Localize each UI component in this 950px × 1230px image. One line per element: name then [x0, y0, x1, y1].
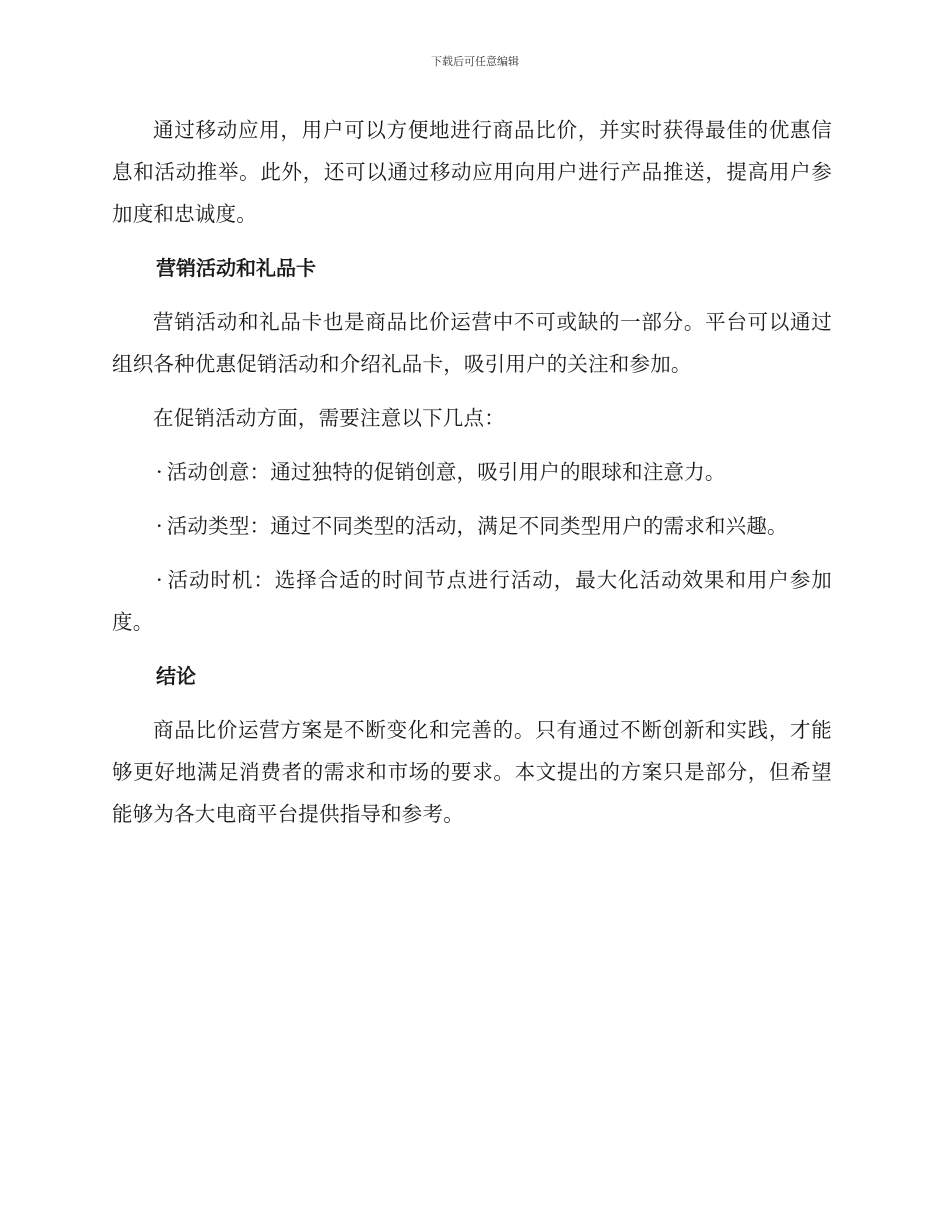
bullet-item-creativity: [112, 451, 832, 493]
paragraph-promotion-points: 在促销活动方面，需要注意以下几点：: [153, 406, 505, 430]
bullet-text: 活动时机：选择合适的时间节点进行活动，最大化活动效果和用户参加度。: [112, 568, 832, 634]
bullet-text: 活动创意：通过独特的促销创意，吸引用户的眼球和注意力。: [166, 460, 726, 484]
bullet-item-type: [112, 505, 832, 547]
bullet-mark: ·: [156, 460, 163, 484]
paragraph-conclusion: 商品比价运营方案是不断变化和完善的。只有通过不断创新和实践，才能够更好地满足消费者的需求和市场的要求。本文提出的方案只是部分，但希望能够为各大电商平台提供指导和参考。: [112, 718, 832, 826]
section-heading-conclusion: 结论: [156, 664, 196, 688]
bullet-text: 活动类型：通过不同类型的活动，满足不同类型用户的需求和兴趣。: [166, 514, 788, 538]
bullet-mark: ·: [156, 514, 163, 538]
paragraph-marketing-intro: 营销活动和礼品卡也是商品比价运营中不可或缺的一部分。平台可以通过组织各种优惠促销活动和介绍礼品卡，吸引用户的关注和参加。: [112, 310, 832, 376]
section-heading-marketing: 营销活动和礼品卡: [156, 256, 316, 280]
bullet-mark: ·: [156, 568, 163, 592]
bullet-item-timing: [112, 559, 832, 643]
paragraph-mobile-app: 通过移动应用，用户可以方便地进行商品比价，并实时获得最佳的优惠信息和活动推举。此外，还可以通过移动应用向用户进行产品推送，提高用户参加度和忠诚度。: [112, 118, 832, 226]
page-header: 下载后可任意编辑: [431, 55, 519, 68]
document-body: [112, 109, 832, 847]
